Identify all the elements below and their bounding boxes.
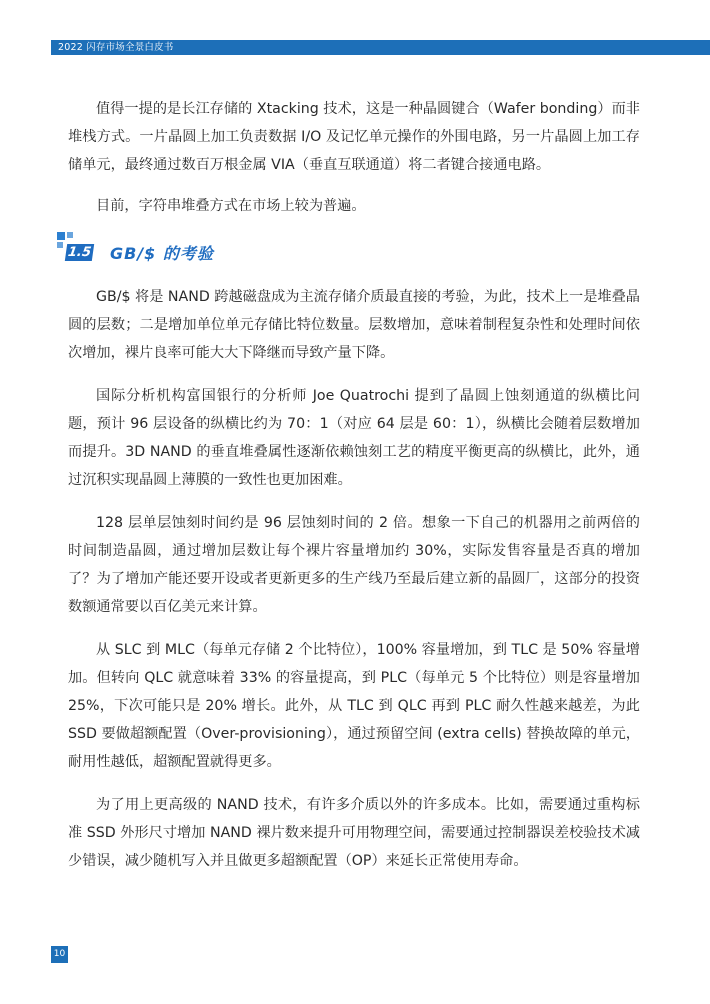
paragraph: 从 SLC 到 MLC（每单元存储 2 个比特位），100% 容量增加，到 TLC 是 50% 容量增加。但转向 QLC 就意味着 33% 的容量提高，到 PLC（每单元 5 个比特位）则是容量增加 25%，下次可能只是 20% 增长。此外，从 TLC 到 QLC 再到 PLC 耐久性越来越差，为此 SSD 要做超额配置（Over-provisioning），通过预留空间 (extra cells) 替换故障的单元，耐用性越低，超额配置就得更多。 bbox=[68, 642, 640, 770]
paragraph: 国际分析机构富国银行的分析师 Joe Quatrochi 提到了晶圆上蚀刻通道的纵横比问题，预计 96 层设备的纵横比约为 70：1（对应 64 层是 60：1），纵横比会随着层数增加而提升。3D NAND 的垂直堆叠属性逐渐依赖蚀刻工艺的精度平衡更高的纵横比，此外，通过沉积实现晶圆上薄膜的一致性也更加困难。 bbox=[68, 388, 640, 488]
paragraph: 128 层单层蚀刻时间约是 96 层蚀刻时间的 2 倍。想象一下自己的机器用之前两倍的时间制造晶圆，通过增加层数让每个裸片容量增加约 30%，实际发售容量是否真的增加了？为了增加产能还要开设或者更新更多的生产线乃至最后建立新的晶圆厂，这部分的投资数额通常要以百亿美元来计算。 bbox=[68, 515, 640, 615]
section-number: 1.5 bbox=[65, 244, 94, 261]
section-heading bbox=[68, 235, 640, 279]
paragraph: 为了用上更高级的 NAND 技术，有许多介质以外的许多成本。比如，需要通过重构标准 SSD 外形尺寸增加 NAND 裸片数来提升可用物理空间，需要通过控制器误差校验技术减少错误，减少随机写入并且做更多超额配置（OP）来延长正常使用寿命。 bbox=[68, 797, 640, 869]
page-number: 10 bbox=[51, 946, 68, 963]
paragraph: 值得一提的是长江存储的 Xtacking 技术，这是一种晶圆键合（Wafer bonding）而非堆栈方式。一片晶圆上加工负责数据 I/O 及记忆单元操作的外围电路，另一片晶圆上加工存储单元，最终通过数百万根金属 VIA（垂直互联通道）将二者键合接通电路。 bbox=[68, 101, 640, 173]
header-bar bbox=[51, 40, 710, 55]
page-content bbox=[68, 95, 640, 890]
section-title: GB/$ 的考验 bbox=[110, 244, 214, 263]
header-title: 2022 闪存市场全景白皮书 bbox=[58, 42, 174, 53]
paragraph: 目前，字符串堆叠方式在市场上较为普遍。 bbox=[96, 198, 366, 214]
paragraph: GB/$ 将是 NAND 跨越磁盘成为主流存储介质最直接的考验，为此，技术上一是堆叠晶圆的层数；二是增加单位单元存储比特位数量。层数增加，意味着制程复杂性和处理时间依次增加，裸片良率可能大大下降继而导致产量下降。 bbox=[68, 289, 640, 361]
